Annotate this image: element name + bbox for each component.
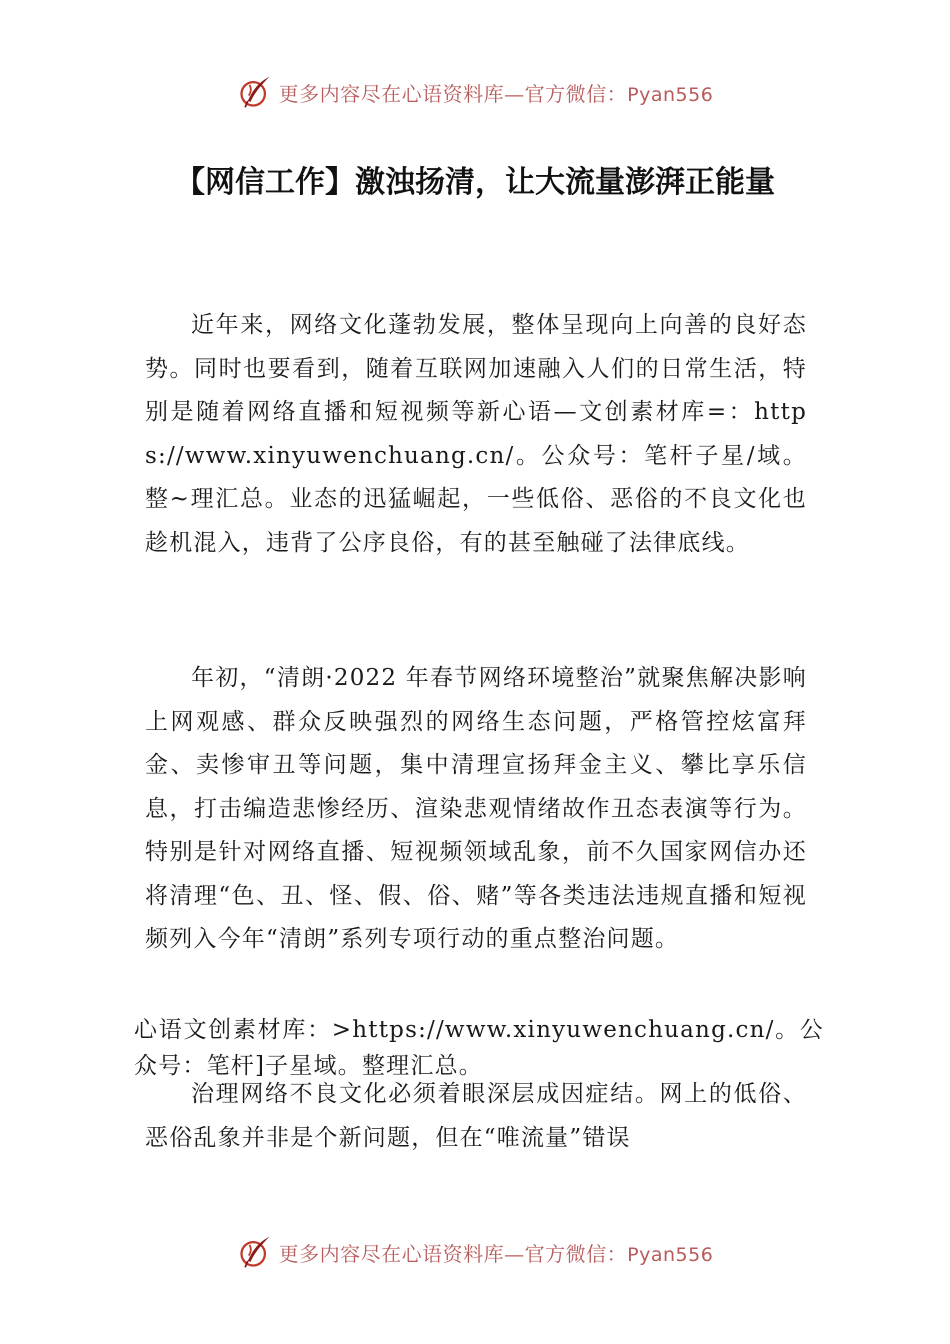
feather-pen-logo-icon [237,1234,273,1270]
header-banner-label: 更多内容尽在心语资料库—官方微信： [278,81,628,106]
footer-banner [0,1230,950,1274]
footer-wechat-id: Pyan556 [627,1243,714,1266]
footer-banner-text [279,1238,714,1267]
feather-pen-logo-icon [237,74,273,110]
paragraph-3: 治理网络不良文化必须着眼深层成因症结。网上的低俗、恶俗乱象并非是个新问题，但在“唯流量”错误 [145,1081,807,1151]
header-banner [0,70,950,114]
header-wechat-id: Pyan556 [627,83,714,106]
paragraph-1: 近年来，网络文化蓬勃发展，整体呈现向上向善的良好态势。同时也要看到，随着互联网加速融入人们的日常生活，特别是随着网络直播和短视频等新心语—文创素材库=：https://www.xinyuwenchuang.cn/。公众号：笔杆子星/域。整~理汇总。业态的迅猛崛起，一些低俗、恶俗的不良文化也趁机混入，违背了公序良俗，有的甚至触碰了法律底线。 [145,312,807,556]
header-banner-text [279,78,714,107]
paragraph-2: 年初，“清朗·2022 年春节网络环境整治”就聚焦解决影响上网观感、群众反映强烈的网络生态问题，严格管控炫富拜金、卖惨审丑等问题，集中清理宣扬拜金主义、攀比享乐信息，打击编造悲惨经历、渲染悲观情绪故作丑态表演等行为。特别是针对网络直播、短视频领域乱象，前不久国家网信办还将清理“色、丑、怪、假、俗、赌”等各类违法违规直播和短视频列入今年“清朗”系列专项行动的重点整治问题。 [145,665,807,952]
page-title: 【网信工作】激浊扬清，让大流量澎湃正能量 [175,165,775,200]
watermark-paragraph: 心语文创素材库：>https://www.xinyuwenchuang.cn/。公众号：笔杆]子星域。整理汇总。 [134,1017,824,1079]
footer-banner-label: 更多内容尽在心语资料库—官方微信： [278,1241,628,1266]
